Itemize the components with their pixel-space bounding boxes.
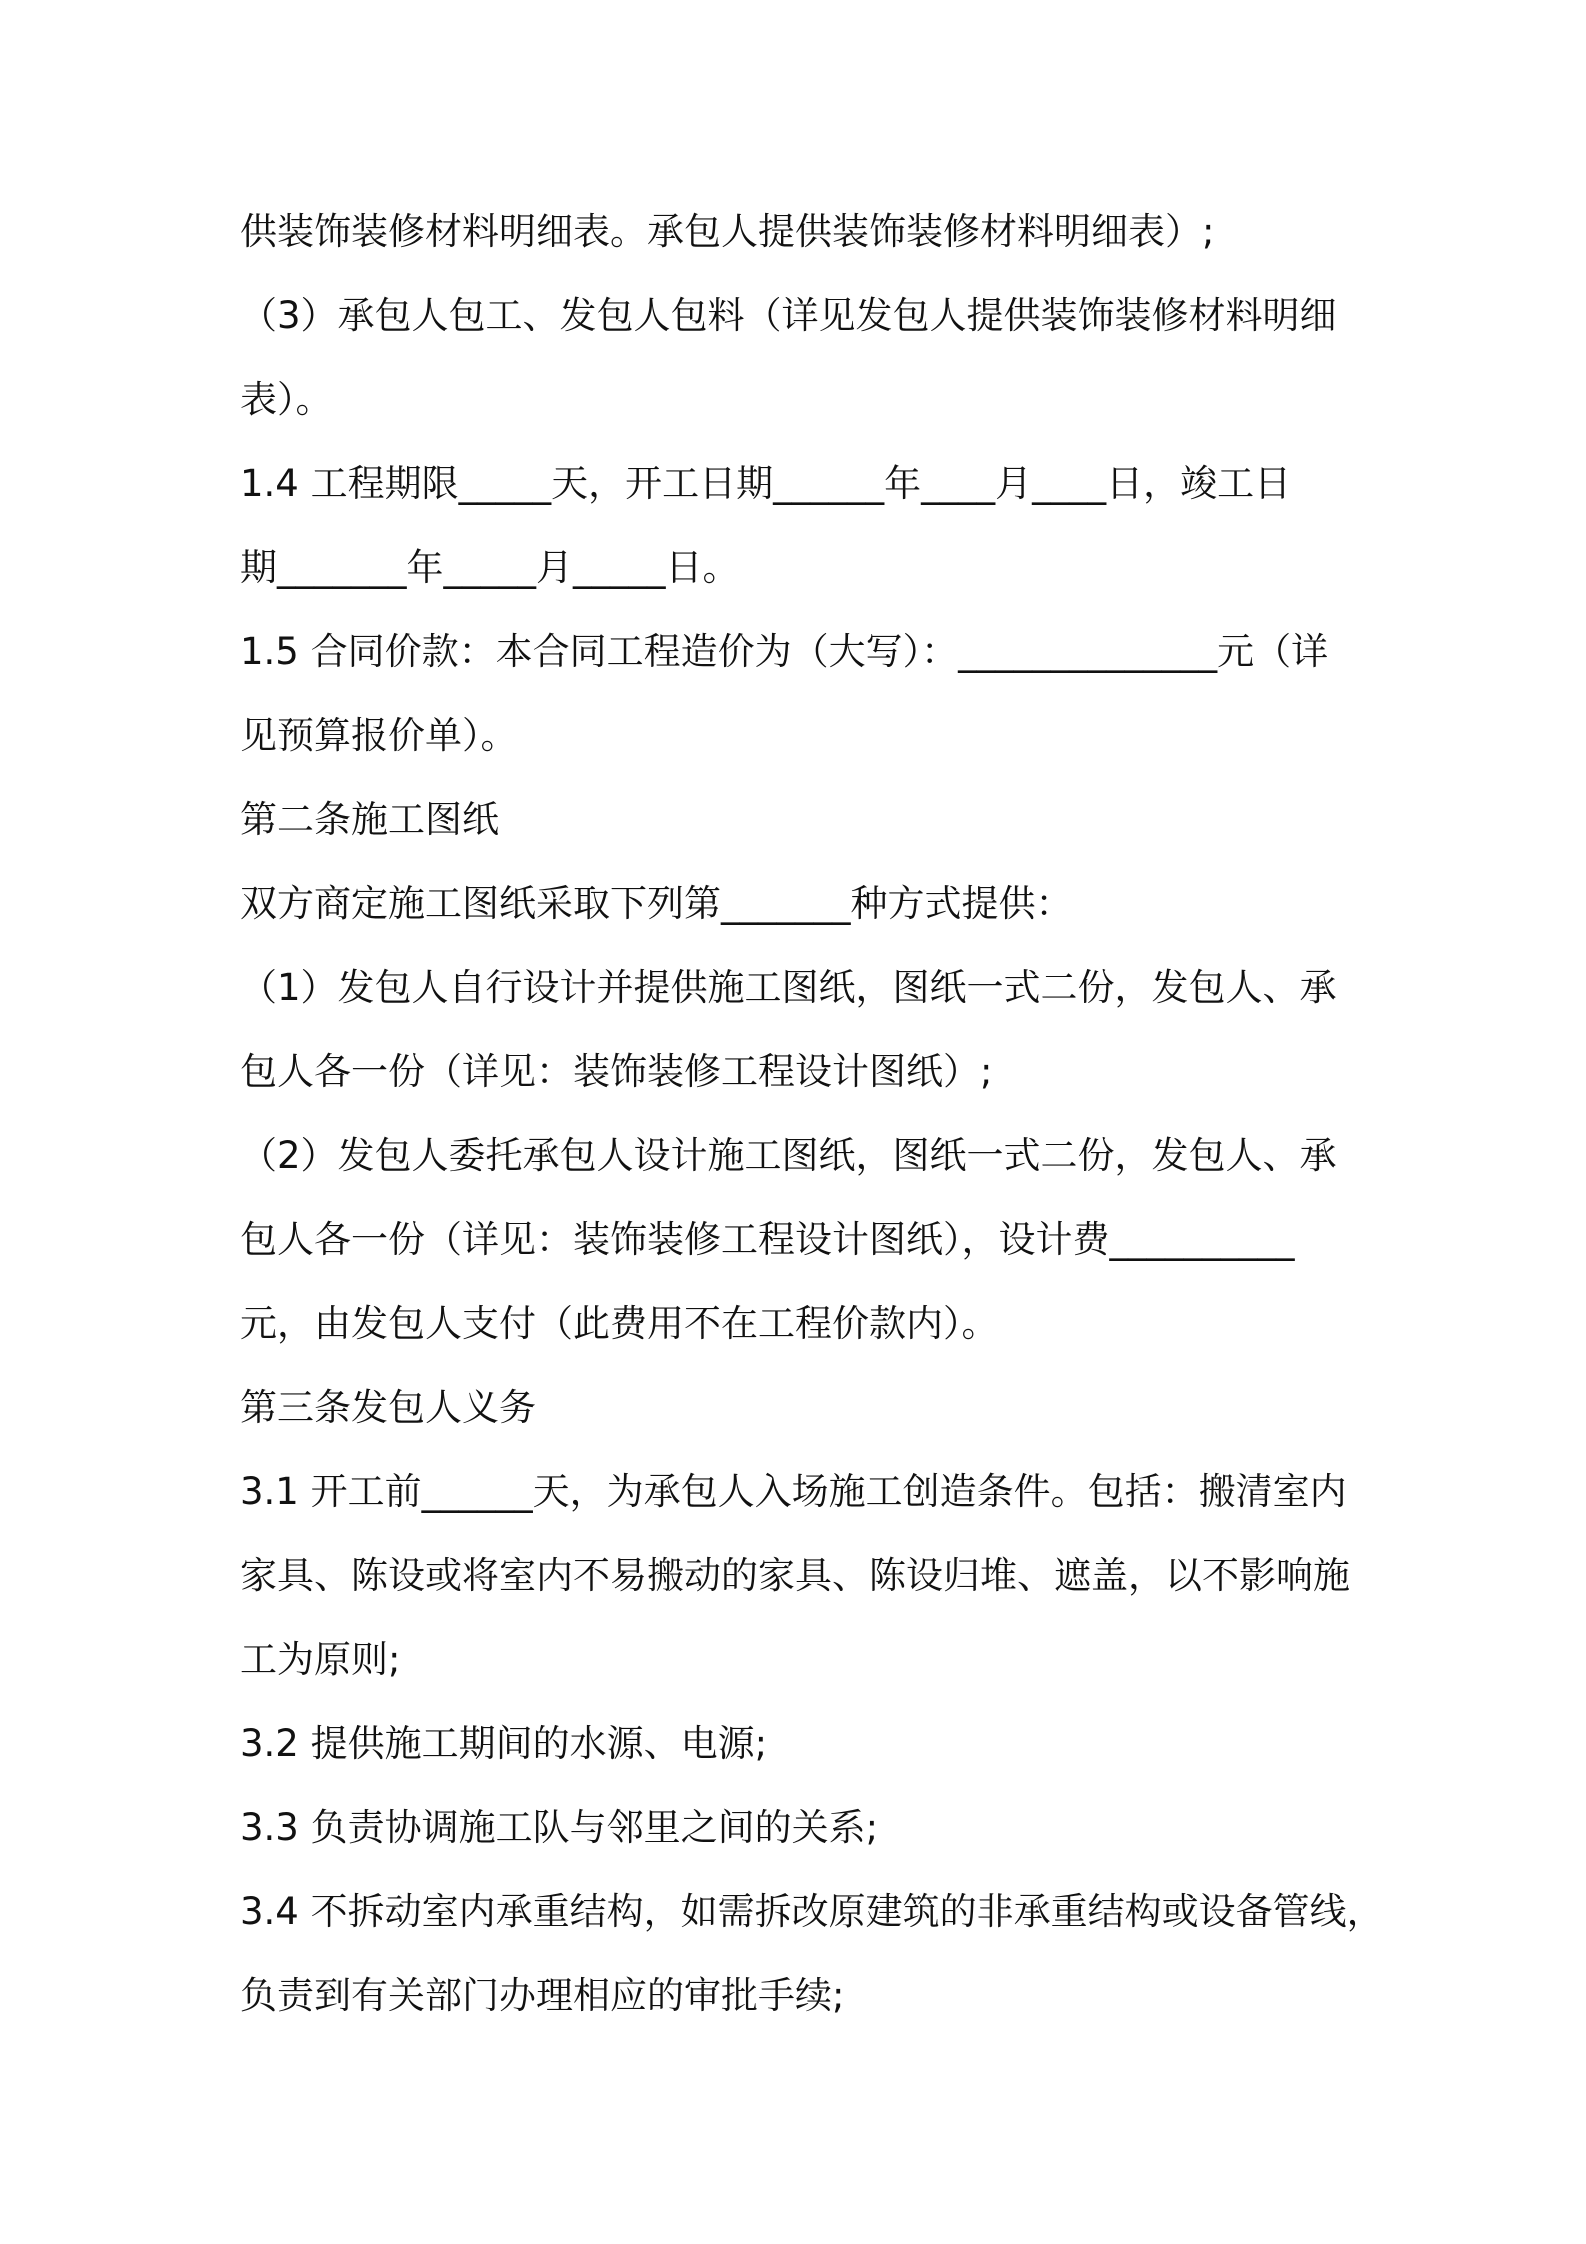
section-heading: 第三条发包人义务: [240, 1386, 536, 1429]
text-line: 3.3 负责协调施工队与邻里之间的关系;: [240, 1806, 879, 1849]
text-line: 1.5 合同价款：本合同工程造价为（大写）：______________元（详: [240, 630, 1329, 673]
text-line: 双方商定施工图纸采取下列第_______种方式提供：: [240, 882, 1073, 925]
text-line: 包人各一份（详见：装饰装修工程设计图纸）;: [240, 1050, 993, 1093]
text-line: （1）发包人自行设计并提供施工图纸，图纸一式二份，发包人、承: [240, 966, 1337, 1009]
text-line: 3.4 不拆动室内承重结构，如需拆改原建筑的非承重结构或设备管线，: [240, 1890, 1384, 1933]
text-line: 供装饰装修材料明细表。承包人提供装饰装修材料明细表）;: [240, 210, 1215, 253]
section-heading: 第二条施工图纸: [240, 798, 499, 841]
text-line: 3.1 开工前______天，为承包人入场施工创造条件。包括：搬清室内: [240, 1470, 1347, 1513]
text-line: 1.4 工程期限_____天，开工日期______年____月____日，竣工日: [240, 462, 1292, 505]
text-line: 负责到有关部门办理相应的审批手续;: [240, 1974, 845, 2017]
text-line: 工为原则;: [240, 1638, 401, 1681]
text-line: （2）发包人委托承包人设计施工图纸，图纸一式二份，发包人、承: [240, 1134, 1337, 1177]
text-line: （3）承包人包工、发包人包料（详见发包人提供装饰装修材料明细: [240, 294, 1337, 337]
text-line: 包人各一份（详见：装饰装修工程设计图纸），设计费__________: [240, 1218, 1295, 1261]
text-line: 见预算报价单）。: [240, 714, 518, 757]
text-line: 表）。: [240, 378, 333, 421]
text-line: 期_______年_____月_____日。: [240, 546, 740, 589]
text-line: 家具、陈设或将室内不易搬动的家具、陈设归堆、遮盖，以不影响施: [240, 1554, 1350, 1597]
document-page: [240, 190, 1384, 2038]
text-line: 元，由发包人支付（此费用不在工程价款内）。: [240, 1302, 999, 1345]
text-line: 3.2 提供施工期间的水源、电源;: [240, 1722, 768, 1765]
